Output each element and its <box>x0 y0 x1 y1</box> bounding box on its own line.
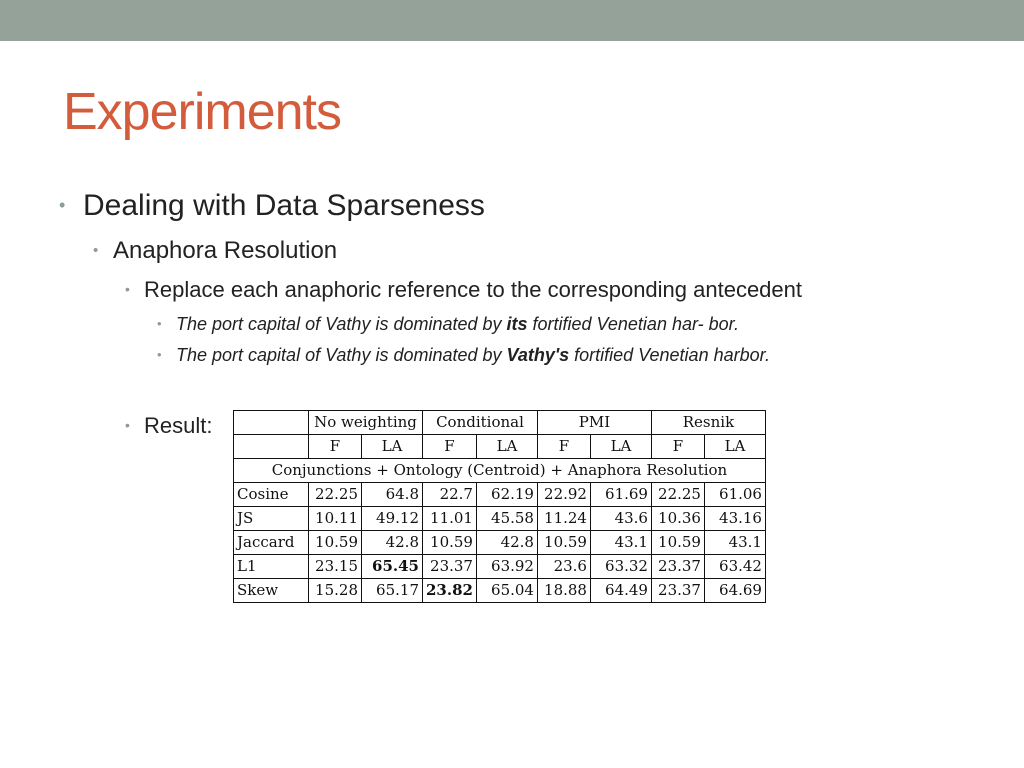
table-cell: 43.16 <box>704 507 765 531</box>
sub-header: LA <box>590 435 651 459</box>
table-cell: 61.06 <box>704 483 765 507</box>
table-cell: 23.37 <box>651 579 704 603</box>
sub-header: F <box>651 435 704 459</box>
bullet-dot-icon: • <box>93 242 99 259</box>
group-header: PMI <box>537 411 651 435</box>
sub-header: F <box>537 435 590 459</box>
table-cell: 43.1 <box>590 531 651 555</box>
table-cell: 22.25 <box>651 483 704 507</box>
table-cell: 63.42 <box>704 555 765 579</box>
bullet-dot-icon: • <box>157 347 162 362</box>
bullet-level2 <box>93 237 338 265</box>
result-bullet <box>125 413 213 439</box>
sentence-suffix: fortified Venetian har- bor. <box>527 314 739 334</box>
bullet-dot-icon: • <box>125 281 130 297</box>
table-cell: 42.8 <box>362 531 423 555</box>
bullet-level3 <box>125 277 803 303</box>
table-cell: 10.59 <box>537 531 590 555</box>
sub-header: F <box>423 435 477 459</box>
table-cell: 43.1 <box>704 531 765 555</box>
result-label: Result: <box>144 413 213 438</box>
table-header-groups <box>234 411 766 435</box>
table-row <box>234 531 766 555</box>
table-cell: 18.88 <box>537 579 590 603</box>
slide-title: Experiments <box>63 83 341 141</box>
table-cell: 15.28 <box>309 579 362 603</box>
table-cell: 11.01 <box>423 507 477 531</box>
sentence-prefix: The port capital of Vathy is dominated by <box>176 345 507 365</box>
table-cell: 10.36 <box>651 507 704 531</box>
section-row <box>234 459 766 483</box>
table-cell: 23.37 <box>423 555 477 579</box>
table-cell: 64.69 <box>704 579 765 603</box>
bullet-dot-icon: • <box>125 417 130 433</box>
table-row <box>234 483 766 507</box>
table-cell: 10.59 <box>423 531 477 555</box>
table-cell: 65.17 <box>362 579 423 603</box>
group-header: Resnik <box>651 411 765 435</box>
table-cell: 23.82 <box>423 579 477 603</box>
section-title: Conjunctions + Ontology (Centroid) + Anaphora Resolution <box>234 459 766 483</box>
table-cell: 65.45 <box>362 555 423 579</box>
table-row <box>234 579 766 603</box>
header-blank <box>234 435 309 459</box>
bullet-text: Dealing with Data Sparseness <box>83 189 485 222</box>
sentence-highlight: its <box>506 314 528 334</box>
sentence-prefix: The port capital of Vathy is dominated by <box>176 314 507 334</box>
table-cell: 23.15 <box>309 555 362 579</box>
table-cell: 10.11 <box>309 507 362 531</box>
bullet-text: Replace each anaphoric reference to the corresponding antecedent <box>144 277 803 302</box>
table-cell: 10.59 <box>651 531 704 555</box>
table-row <box>234 507 766 531</box>
table-cell: 11.24 <box>537 507 590 531</box>
header-blank <box>234 411 309 435</box>
sub-header: LA <box>704 435 765 459</box>
bullet-dot-icon: • <box>157 316 162 331</box>
table-row <box>234 555 766 579</box>
table-cell: 61.69 <box>590 483 651 507</box>
table-cell: 22.92 <box>537 483 590 507</box>
table-cell: 45.58 <box>476 507 537 531</box>
top-banner <box>0 0 1024 41</box>
row-label: Cosine <box>234 483 309 507</box>
table-cell: 64.49 <box>590 579 651 603</box>
table-cell: 23.37 <box>651 555 704 579</box>
bullet-text: Anaphora Resolution <box>113 237 338 264</box>
table-cell: 22.7 <box>423 483 477 507</box>
row-label: L1 <box>234 555 309 579</box>
table-cell: 23.6 <box>537 555 590 579</box>
results-table <box>233 410 766 603</box>
table-cell: 43.6 <box>590 507 651 531</box>
bullet-level1 <box>59 189 485 223</box>
table-cell: 42.8 <box>476 531 537 555</box>
row-label: JS <box>234 507 309 531</box>
group-header: Conditional <box>423 411 538 435</box>
table-cell: 10.59 <box>309 531 362 555</box>
table-cell: 62.19 <box>476 483 537 507</box>
sub-header: F <box>309 435 362 459</box>
table-cell: 22.25 <box>309 483 362 507</box>
example-sentence-1 <box>157 314 739 335</box>
sub-header: LA <box>362 435 423 459</box>
table-cell: 63.32 <box>590 555 651 579</box>
table-cell: 63.92 <box>476 555 537 579</box>
group-header: No weighting <box>309 411 423 435</box>
table-header-sub <box>234 435 766 459</box>
sentence-suffix: fortified Venetian harbor. <box>569 345 770 365</box>
sub-header: LA <box>476 435 537 459</box>
table-cell: 64.8 <box>362 483 423 507</box>
row-label: Skew <box>234 579 309 603</box>
table-cell: 65.04 <box>476 579 537 603</box>
table-cell: 49.12 <box>362 507 423 531</box>
bullet-dot-icon: • <box>59 195 66 215</box>
row-label: Jaccard <box>234 531 309 555</box>
example-sentence-2 <box>157 345 770 366</box>
sentence-highlight: Vathy's <box>506 345 570 365</box>
